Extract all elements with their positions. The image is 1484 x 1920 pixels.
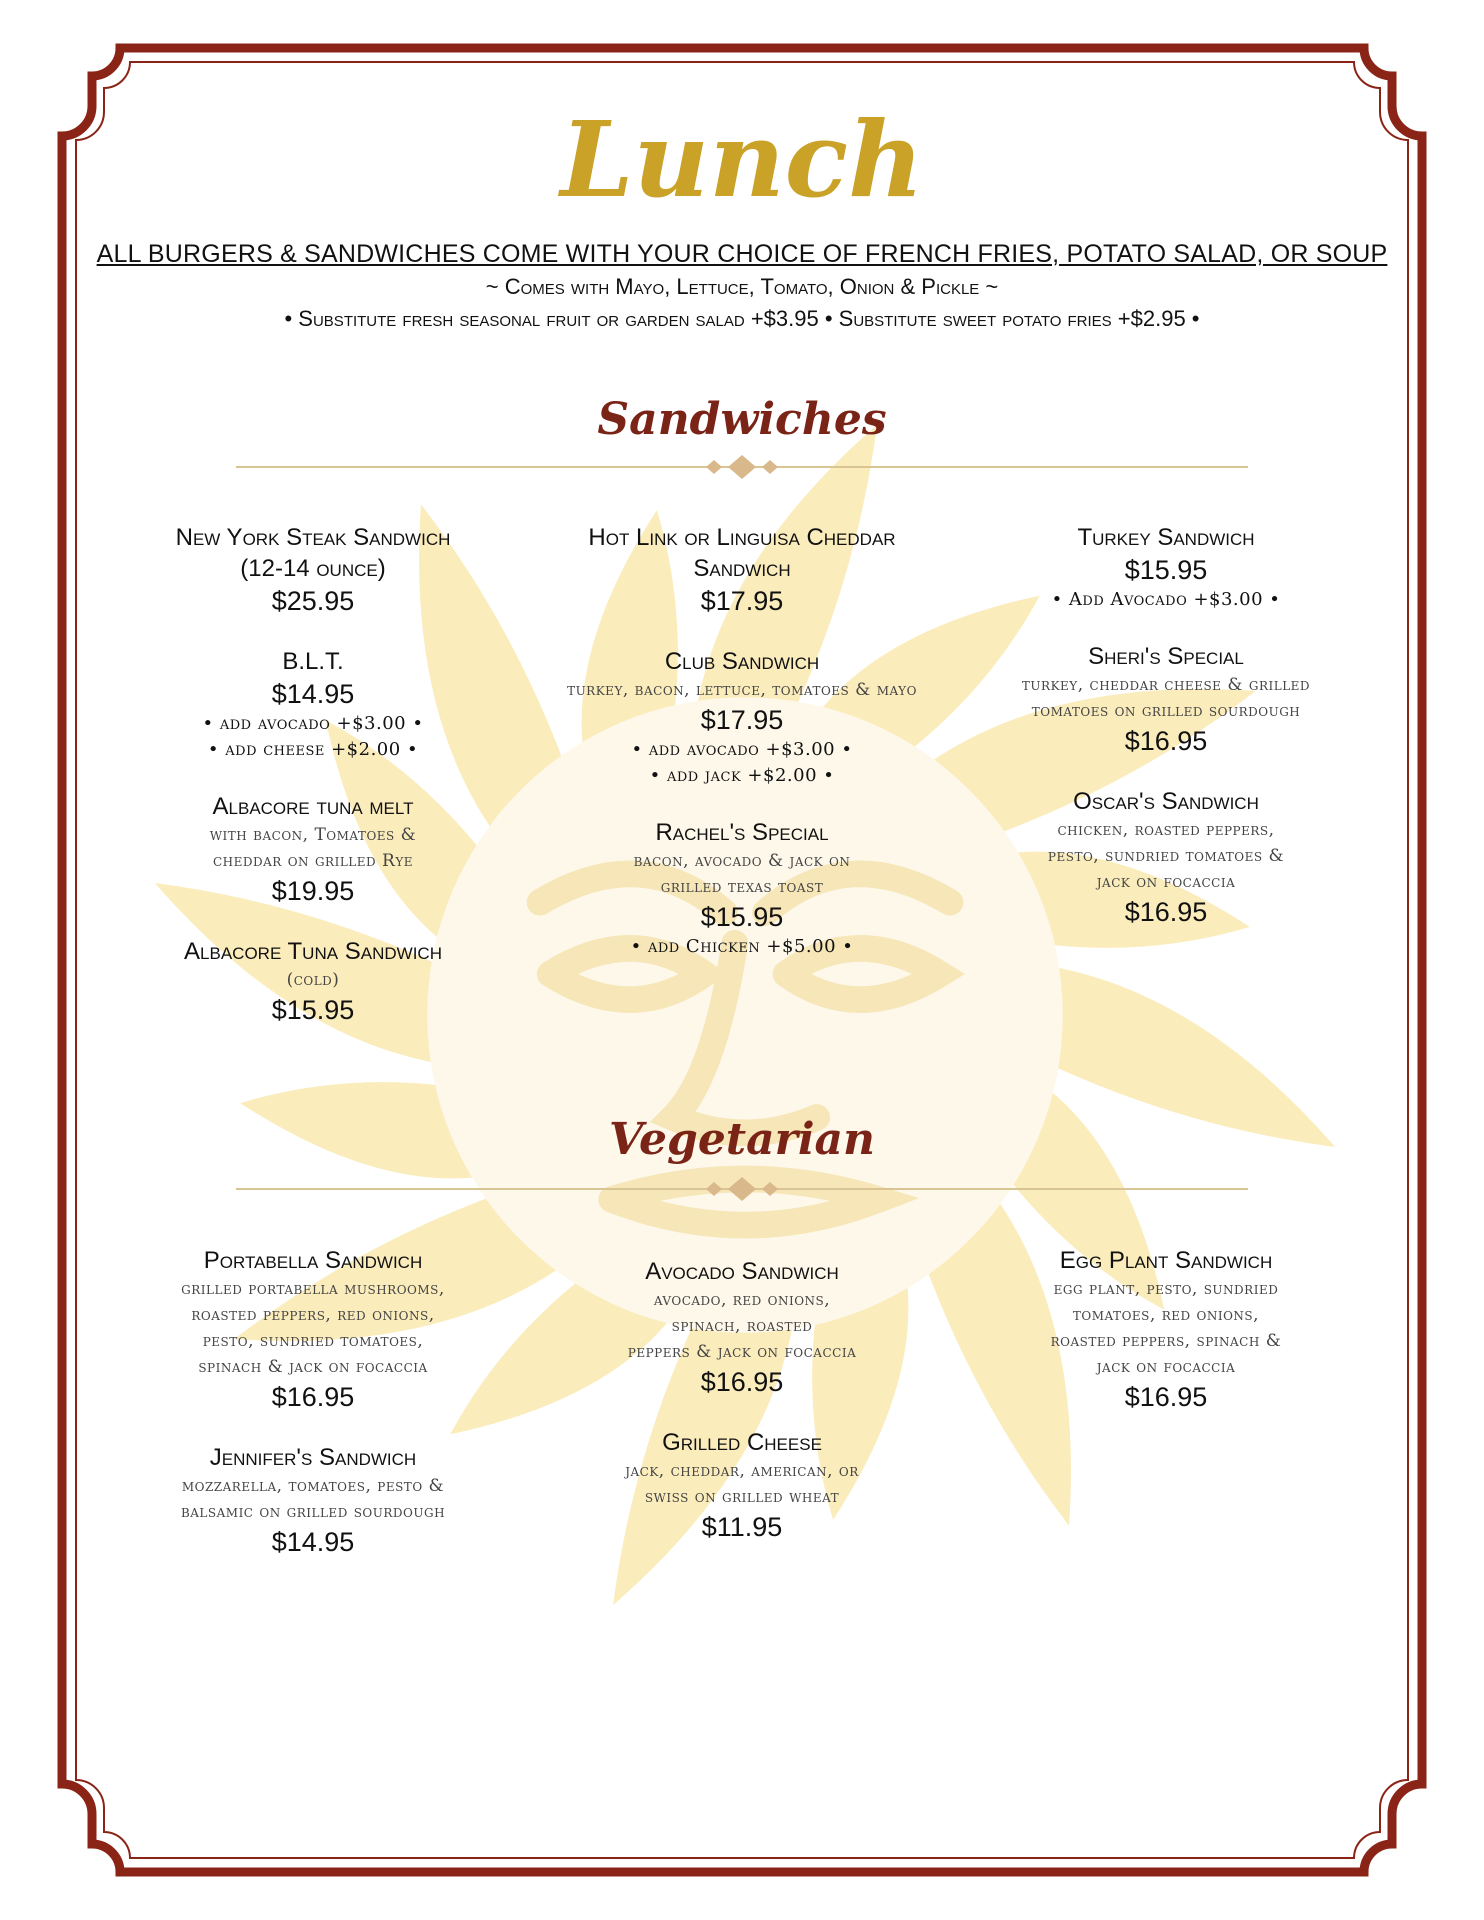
item-name: Albacore tuna melt: [212, 793, 414, 820]
item-price: $17.95: [700, 705, 784, 735]
item-description: egg plant, pesto, sundried: [1053, 1279, 1279, 1299]
item-price: $17.95: [700, 586, 784, 616]
item-name: New York Steak Sandwich: [175, 524, 451, 551]
sandwiches-column-3: [980, 522, 1352, 929]
item-description: chicken, roasted peppers,: [1057, 820, 1275, 840]
menu-item: [520, 817, 964, 960]
item-description: peppers & jack on focaccia: [627, 1342, 857, 1362]
item-add-on: • add jack +$2.00 •: [520, 763, 964, 789]
item-name: Sandwich: [693, 555, 791, 582]
item-add-on: • Add Avocado +$3.00 •: [980, 587, 1352, 613]
item-description: jack on focaccia: [1096, 872, 1236, 892]
item-description: turkey, cheddar cheese & grilled: [1021, 675, 1311, 695]
item-description: cheddar on grilled Rye: [212, 851, 414, 871]
menu-item: [128, 646, 498, 763]
vegetarian-column-3: [980, 1245, 1352, 1414]
menu-item: [128, 522, 498, 618]
vegetarian-column-1: [128, 1245, 498, 1559]
item-description: balsamic on grilled sourdough: [180, 1502, 446, 1522]
section-title-vegetarian: Vegetarian: [608, 1114, 876, 1165]
item-name: Jennifer's Sandwich: [209, 1444, 417, 1471]
item-name: Club Sandwich: [664, 648, 820, 675]
item-add-on: • add avocado +$3.00 •: [128, 711, 498, 737]
item-description: pesto, sundried tomatoes,: [202, 1331, 424, 1351]
item-description: spinach & jack on focaccia: [198, 1357, 428, 1377]
item-add-on: • add Chicken +$5.00 •: [520, 934, 964, 960]
sandwiches-column-1: [128, 522, 498, 1027]
item-description: (cold): [286, 970, 340, 990]
item-add-on: • add cheese +$2.00 •: [128, 737, 498, 763]
item-description: pesto, sundried tomatoes &: [1047, 846, 1285, 866]
item-name: Rachel's Special: [655, 819, 829, 846]
item-name: Oscar's Sandwich: [1073, 788, 1259, 815]
item-price: $14.95: [271, 1527, 355, 1557]
item-price: $16.95: [271, 1382, 355, 1412]
item-price: $15.95: [1124, 555, 1208, 585]
sandwiches-column-2: [520, 522, 964, 960]
menu-item: [980, 786, 1352, 929]
item-description: grilled portabella mushrooms,: [181, 1279, 445, 1299]
ornamental-divider: [236, 1177, 1248, 1201]
item-name: Grilled Cheese: [662, 1429, 822, 1456]
ornamental-divider: [236, 455, 1248, 479]
item-description: jack, cheddar, american, or: [625, 1461, 859, 1481]
item-description: roasted peppers, red onions,: [191, 1305, 435, 1325]
menu-item: [128, 1245, 498, 1414]
item-price: $14.95: [271, 679, 355, 709]
item-description: mozzarella, tomatoes, pesto &: [181, 1476, 445, 1496]
item-price: $16.95: [700, 1367, 784, 1397]
section-title-sandwiches: Sandwiches: [597, 394, 887, 445]
item-name: B.L.T.: [282, 648, 344, 675]
item-price: $25.95: [271, 586, 355, 616]
item-description: with bacon, Tomatoes &: [209, 825, 417, 845]
menu-item: [520, 522, 964, 618]
menu-item: [520, 1427, 964, 1544]
page-title: Lunch: [560, 98, 924, 221]
item-price: $16.95: [1124, 726, 1208, 756]
item-description: bacon, avocado & jack on: [633, 851, 851, 871]
menu-item: [128, 1442, 498, 1559]
menu-item: [128, 936, 498, 1027]
item-price: $16.95: [1124, 1382, 1208, 1412]
menu-item: [980, 522, 1352, 613]
item-description: grilled texas toast: [660, 877, 824, 897]
item-price: $19.95: [271, 876, 355, 906]
substitutions-note: • Substitute fresh seasonal fruit or garden salad +$3.95 • Substitute sweet potato fries +$2.95 •: [284, 306, 1200, 331]
item-price: $16.95: [1124, 897, 1208, 927]
item-add-on: • add avocado +$3.00 •: [520, 737, 964, 763]
menu-item: [980, 1245, 1352, 1414]
item-name: Avocado Sandwich: [645, 1258, 839, 1285]
item-name: Portabella Sandwich: [203, 1247, 423, 1274]
item-name: Albacore Tuna Sandwich: [184, 938, 442, 965]
item-description: tomatoes, red onions,: [1072, 1305, 1260, 1325]
item-name: Hot Link or Linguisa Cheddar: [588, 524, 896, 551]
menu-item: [980, 641, 1352, 758]
item-price: $15.95: [271, 995, 355, 1025]
item-description: turkey, bacon, lettuce, tomatoes & mayo: [567, 680, 917, 700]
menu-item: [520, 646, 964, 789]
item-description: roasted peppers, spinach &: [1050, 1331, 1282, 1351]
item-name: Sheri's Special: [1088, 643, 1244, 670]
vegetarian-column-2: [520, 1256, 964, 1544]
condiments-note: ~ Comes with Mayo, Lettuce, Tomato, Onion & Pickle ~: [485, 274, 999, 299]
item-description: spinach, roasted: [671, 1316, 813, 1336]
item-description: avocado, red onions,: [653, 1290, 831, 1310]
sides-note: ALL BURGERS & SANDWICHES COME WITH YOUR CHOICE OF FRENCH FRIES, POTATO SALAD, OR SOUP: [96, 240, 1388, 268]
item-name: Turkey Sandwich: [1077, 524, 1255, 551]
item-price: $11.95: [701, 1512, 783, 1542]
item-price: $15.95: [700, 902, 784, 932]
item-description: jack on focaccia: [1096, 1357, 1236, 1377]
item-name: Egg Plant Sandwich: [1059, 1247, 1273, 1274]
menu-item: [128, 791, 498, 908]
item-description: swiss on grilled wheat: [644, 1487, 840, 1507]
menu-item: [520, 1256, 964, 1399]
item-description: tomatoes on grilled sourdough: [1031, 701, 1301, 721]
item-name: (12-14 ounce): [240, 555, 386, 582]
